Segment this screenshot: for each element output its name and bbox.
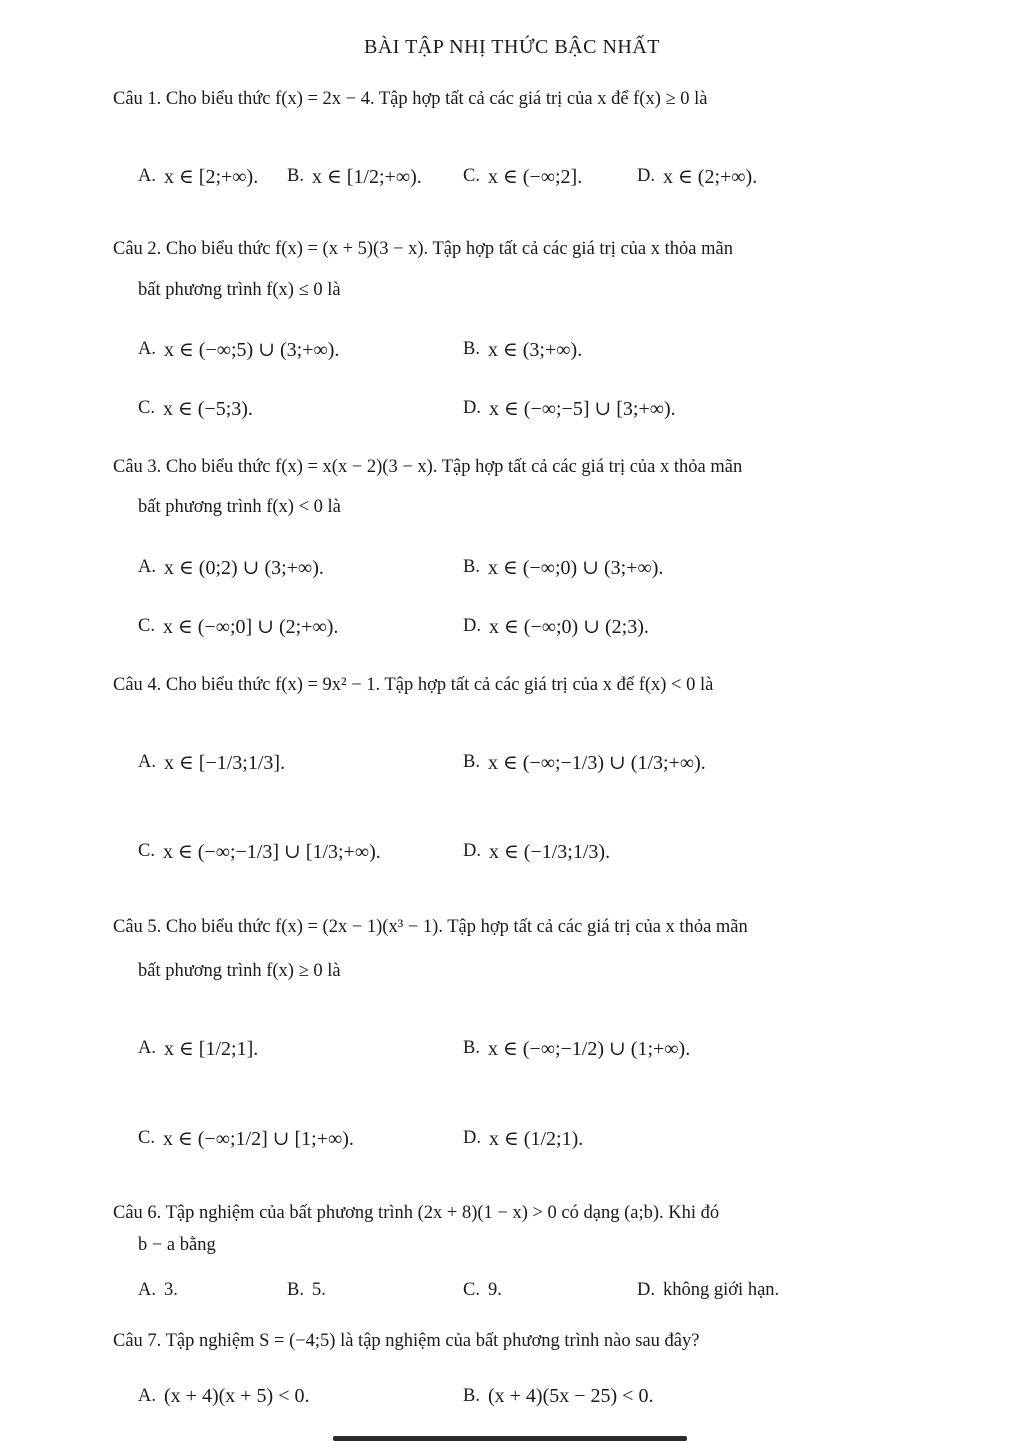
option-text: x ∈ (3;+∞).: [487, 339, 583, 361]
option-text: x ∈ [−1/3;1/3].: [164, 752, 286, 774]
option-label: A.: [138, 1280, 156, 1300]
option-text: x ∈ [2;+∞).: [164, 166, 259, 188]
question-3-option-d[interactable]: [463, 614, 649, 639]
option-label: D.: [637, 1280, 655, 1300]
question-5-option-a[interactable]: [138, 1036, 258, 1061]
option-label: B.: [287, 1280, 304, 1300]
option-label: B.: [463, 1038, 480, 1058]
option-text: 5.: [311, 1280, 326, 1300]
option-text: x ∈ (−∞;−5] ∪ [3;+∞).: [489, 398, 676, 420]
option-label: A.: [138, 557, 156, 577]
option-label: A.: [138, 752, 156, 772]
option-label: D.: [463, 398, 481, 418]
question-1-option-c[interactable]: [463, 164, 582, 189]
question-3-stem-continued: bất phương trình f(x) < 0 là: [138, 497, 341, 517]
question-4-option-c[interactable]: [138, 839, 381, 864]
option-label: B.: [463, 752, 480, 772]
question-1-stem: Câu 1. Cho biểu thức f(x) = 2x − 4. Tập hợp tất cả các giá trị của x để f(x) ≥ 0 là: [113, 89, 708, 109]
question-3-option-b[interactable]: [463, 555, 663, 580]
option-text: (x + 4)(5x − 25) < 0.: [487, 1385, 654, 1407]
question-6-option-c[interactable]: [463, 1280, 502, 1301]
question-7-stem: Câu 7. Tập nghiệm S = (−4;5) là tập nghiệm của bất phương trình nào sau đây?: [113, 1331, 700, 1351]
question-1-option-a[interactable]: [138, 164, 258, 189]
scroll-indicator-bar[interactable]: [333, 1436, 687, 1441]
question-3-stem: Câu 3. Cho biểu thức f(x) = x(x − 2)(3 − x). Tập hợp tất cả các giá trị của x thỏa mãn: [113, 457, 743, 477]
question-5-option-d[interactable]: [463, 1126, 583, 1151]
option-label: D.: [637, 166, 655, 186]
option-text: x ∈ (−∞;1/2] ∪ [1;+∞).: [162, 1128, 354, 1150]
option-label: C.: [138, 616, 155, 636]
option-text: không giới hạn.: [663, 1280, 780, 1300]
question-2-option-c[interactable]: [138, 396, 253, 421]
question-4-option-d[interactable]: [463, 839, 610, 864]
question-7-option-a[interactable]: [138, 1385, 309, 1408]
option-label: D.: [463, 616, 481, 636]
document-title: BÀI TẬP NHỊ THỨC BẬC NHẤT: [364, 36, 660, 58]
question-2-option-d[interactable]: [463, 396, 676, 421]
option-label: A.: [138, 1038, 156, 1058]
question-6-option-b[interactable]: [287, 1280, 326, 1301]
option-label: C.: [138, 841, 155, 861]
option-text: x ∈ (−∞;0) ∪ (3;+∞).: [487, 557, 664, 579]
option-text: x ∈ [1/2;1].: [164, 1038, 259, 1060]
option-text: x ∈ [1/2;+∞).: [311, 166, 422, 188]
question-7-option-b[interactable]: [463, 1385, 653, 1408]
option-text: x ∈ (−∞;0] ∪ (2;+∞).: [162, 616, 339, 638]
option-text: x ∈ (−∞;0) ∪ (2;3).: [489, 616, 649, 638]
option-text: x ∈ (−∞;5) ∪ (3;+∞).: [164, 339, 340, 361]
option-label: B.: [287, 166, 304, 186]
question-4-option-b[interactable]: [463, 750, 706, 775]
option-label: A.: [138, 166, 156, 186]
question-1-option-d[interactable]: [637, 164, 757, 189]
option-label: B.: [463, 1386, 480, 1406]
option-text: x ∈ (−∞;−1/2) ∪ (1;+∞).: [487, 1038, 691, 1060]
option-text: x ∈ (1/2;1).: [489, 1128, 584, 1150]
option-text: x ∈ (−5;3).: [162, 398, 253, 420]
option-label: D.: [463, 841, 481, 861]
option-label: B.: [463, 557, 480, 577]
question-2-option-b[interactable]: [463, 337, 582, 362]
option-label: C.: [463, 166, 480, 186]
option-text: x ∈ (−1/3;1/3).: [489, 841, 611, 863]
question-4-option-a[interactable]: [138, 750, 285, 775]
question-6-option-d[interactable]: [637, 1280, 779, 1301]
question-5-option-b[interactable]: [463, 1036, 690, 1061]
question-2-option-a[interactable]: [138, 337, 339, 362]
option-label: A.: [138, 1386, 156, 1406]
option-label: D.: [463, 1128, 481, 1148]
question-6-option-a[interactable]: [138, 1280, 178, 1301]
question-3-option-c[interactable]: [138, 614, 338, 639]
question-5-stem-continued: bất phương trình f(x) ≥ 0 là: [138, 961, 341, 981]
question-5-option-c[interactable]: [138, 1126, 354, 1151]
option-label: B.: [463, 339, 480, 359]
option-label: C.: [463, 1280, 480, 1300]
question-6-stem: Câu 6. Tập nghiệm của bất phương trình (2x + 8)(1 − x) > 0 có dạng (a;b). Khi đó: [113, 1203, 720, 1223]
option-label: A.: [138, 339, 156, 359]
option-text: x ∈ (−∞;2].: [487, 166, 583, 188]
option-text: 9.: [487, 1280, 502, 1300]
option-text: x ∈ (0;2) ∪ (3;+∞).: [164, 557, 324, 579]
question-6-stem-continued: b − a bằng: [138, 1235, 216, 1255]
question-4-stem: Câu 4. Cho biểu thức f(x) = 9x² − 1. Tập hợp tất cả các giá trị của x để f(x) < 0 là: [113, 675, 714, 695]
option-text: x ∈ (2;+∞).: [663, 166, 758, 188]
option-text: 3.: [164, 1280, 178, 1300]
option-text: x ∈ (−∞;−1/3) ∪ (1/3;+∞).: [487, 752, 706, 774]
question-3-option-a[interactable]: [138, 555, 324, 580]
option-label: C.: [138, 398, 155, 418]
question-5-stem: Câu 5. Cho biểu thức f(x) = (2x − 1)(x³ − 1). Tập hợp tất cả các giá trị của x thỏa mãn: [113, 917, 748, 937]
question-2-stem-continued: bất phương trình f(x) ≤ 0 là: [138, 280, 341, 300]
option-text: (x + 4)(x + 5) < 0.: [164, 1385, 310, 1407]
question-2-stem: Câu 2. Cho biểu thức f(x) = (x + 5)(3 − x). Tập hợp tất cả các giá trị của x thỏa mãn: [113, 239, 733, 259]
option-label: C.: [138, 1128, 155, 1148]
option-text: x ∈ (−∞;−1/3] ∪ [1/3;+∞).: [162, 841, 381, 863]
question-1-option-b[interactable]: [287, 164, 422, 189]
